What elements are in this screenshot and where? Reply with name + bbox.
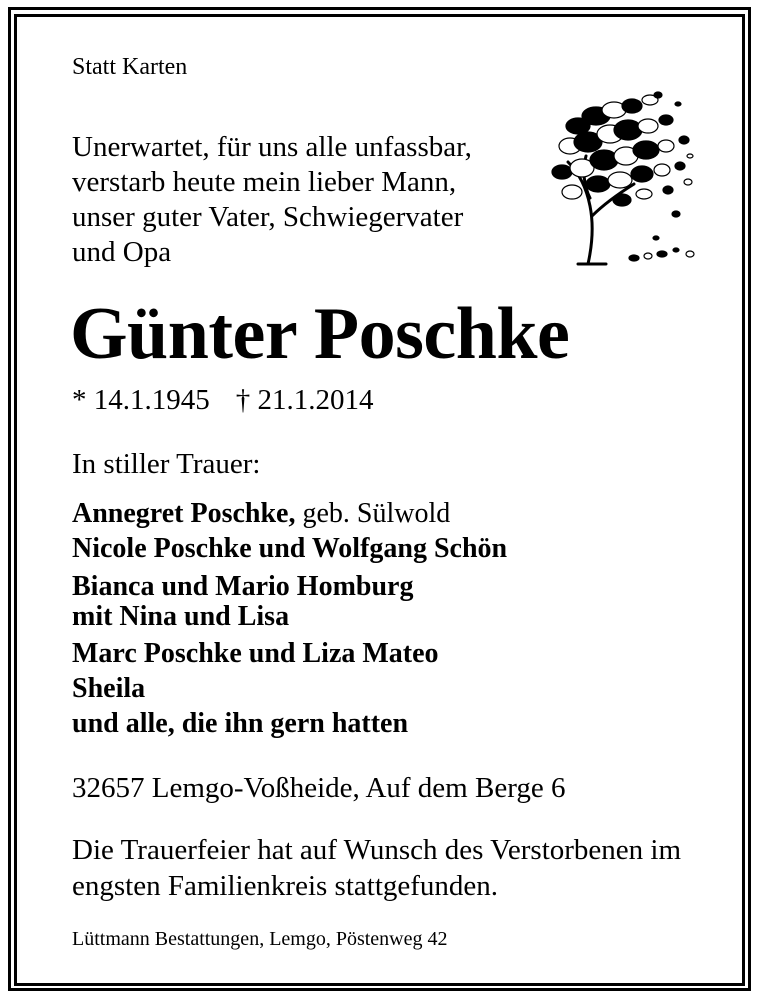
mourner-line: Sheila [72, 673, 146, 704]
mourner-maiden-name: geb. Sülwold [295, 498, 451, 529]
family-address: 32657 Lemgo-Voßheide, Auf dem Berge 6 [72, 772, 566, 804]
mourner-line: Marc Poschke und Liza Mateo [72, 638, 439, 669]
life-dates [72, 384, 374, 417]
mourner-name: Annegret Poschke, [72, 498, 296, 529]
intro-line: und Opa [72, 236, 172, 268]
funeral-home: Lüttmann Bestattungen, Lemgo, Pöstenweg 42 [72, 928, 448, 950]
ceremony-note [72, 832, 681, 904]
intro-text [72, 130, 472, 270]
death-date: † 21.1.2014 [235, 384, 374, 416]
birth-date: * 14.1.1945 [72, 384, 210, 416]
mourning-label: In stiller Trauer: [72, 448, 261, 480]
mourners-list [72, 496, 507, 741]
mourner-line [72, 496, 507, 531]
intro-line: Unerwartet, für uns alle unfassbar, [72, 131, 472, 163]
mourner-line: und alle, die ihn gern hatten [72, 708, 409, 739]
intro-line: verstarb heute mein lieber Mann, [72, 166, 457, 198]
mourner-line: Bianca und Mario Homburg [72, 571, 414, 602]
ceremony-line: Die Trauerfeier hat auf Wunsch des Verstorbenen im [72, 834, 682, 866]
windblown-tree-icon [548, 86, 698, 268]
mourner-line: Nicole Poschke und Wolfgang Schön [72, 533, 508, 564]
mourner-line: mit Nina und Lisa [72, 601, 290, 632]
deceased-name: Günter Poschke [70, 293, 570, 375]
intro-line: unser guter Vater, Schwiegervater [72, 201, 464, 233]
heading-statt-karten: Statt Karten [72, 54, 188, 80]
ceremony-line: engsten Familienkreis stattgefunden. [72, 870, 499, 902]
